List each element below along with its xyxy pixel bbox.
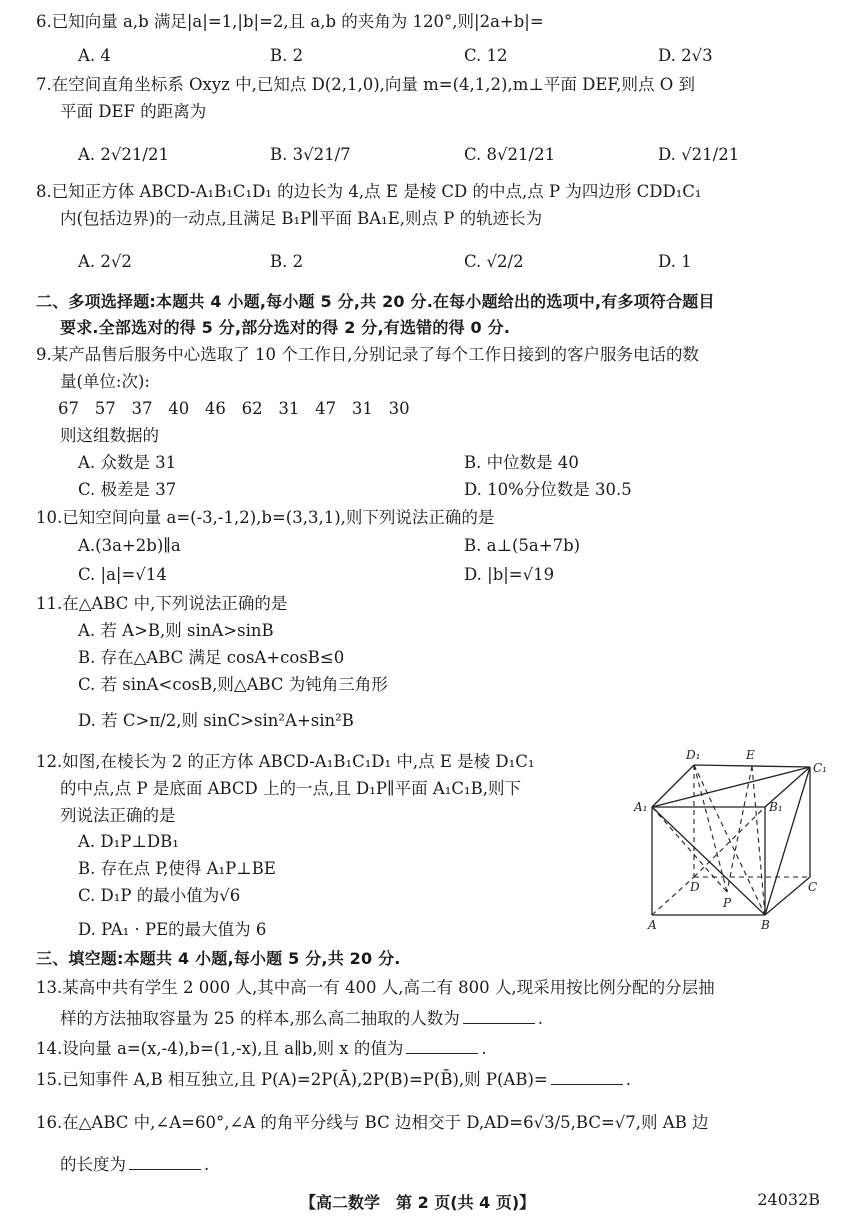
q6-option-b: B. 2 xyxy=(270,46,304,65)
section-multi-choice-line2: 要求.全部选对的得 5 分,部分选对的得 2 分,有选错的得 0 分. xyxy=(60,318,511,337)
hidden-d-b1 xyxy=(694,807,765,877)
q14-line xyxy=(36,1037,487,1061)
q10-stem: 10.已知空间向量 a=(-3,-1,2),b=(3,3,1),则下列说法正确的是 xyxy=(36,508,495,527)
footer-code: 24032B xyxy=(757,1190,820,1209)
q11-option-a: A. 若 A>B,则 sinA>sinB xyxy=(78,621,274,640)
label-b: B xyxy=(761,918,770,932)
q8-option-d: D. 1 xyxy=(658,252,692,271)
footer-page-info: 【高二数学 第 2 页(共 4 页)】 xyxy=(300,1193,536,1212)
q9-option-d: D. 10%分位数是 30.5 xyxy=(464,480,632,499)
label-c1: C₁ xyxy=(813,761,827,775)
q7-option-d: D. √21/21 xyxy=(658,145,740,164)
q13-stem-line1: 13.某高中共有学生 2 000 人,其中高一有 400 人,高二有 800 人,现采用按比例分配的分层抽 xyxy=(36,978,715,997)
q11-stem: 11.在△ABC 中,下列说法正确的是 xyxy=(36,594,288,613)
q12-stem-line3: 列说法正确的是 xyxy=(60,806,176,825)
q8-stem-line1: 8.已知正方体 ABCD-A₁B₁C₁D₁ 的边长为 4,点 E 是棱 CD 的中点,点 P 为四边形 CDD₁C₁ xyxy=(36,182,702,201)
label-e: E xyxy=(746,748,755,762)
q8-option-b: B. 2 xyxy=(270,252,304,271)
q11-option-d: D. 若 C>π/2,则 sinC>sin²A+sin²B xyxy=(78,711,354,730)
q6-option-c: C. 12 xyxy=(464,46,508,65)
q12-stem-line1: 12.如图,在棱长为 2 的正方体 ABCD-A₁B₁C₁D₁ 中,点 E 是棱 D₁C₁ xyxy=(36,752,535,771)
q16-stem-line1: 16.在△ABC 中,∠A=60°,∠A 的角平分线与 BC 边相交于 D,AD=6√3/5,BC=√7,则 AB 边 xyxy=(36,1113,709,1132)
q9-option-a: A. 众数是 31 xyxy=(78,453,177,472)
q12-option-b: B. 存在点 P,使得 A₁P⊥BE xyxy=(78,859,276,878)
q8-option-c: C. √2/2 xyxy=(464,252,524,271)
q15-answer-blank[interactable] xyxy=(551,1070,623,1085)
q12-option-d: D. PA₁ · PE的最大值为 6 xyxy=(78,920,267,939)
q7-option-b: B. 3√21/7 xyxy=(270,145,351,164)
q13-line2 xyxy=(60,1007,543,1031)
q15-stem: 15.已知事件 A,B 相互独立,且 P(A)=2P(Ā),2P(B)=P(B̄),则 P(AB)= xyxy=(36,1070,548,1089)
q9-option-c: C. 极差是 37 xyxy=(78,480,177,499)
q16-stem-line2: 的长度为 xyxy=(60,1155,126,1174)
hidden-e-b xyxy=(752,766,765,915)
q14-end: . xyxy=(481,1039,487,1058)
label-d: D xyxy=(690,880,700,894)
q9-data-row: 67 57 37 40 46 62 31 47 31 30 xyxy=(58,399,410,418)
q16-end: . xyxy=(204,1155,210,1174)
diag-c1-b xyxy=(765,767,810,915)
hidden-edge-a-d xyxy=(652,877,694,915)
q10-option-a: A.(3a+2b)∥a xyxy=(78,536,181,555)
q14-answer-blank[interactable] xyxy=(406,1039,478,1054)
edge-b-c xyxy=(765,877,810,915)
q16-answer-blank[interactable] xyxy=(129,1155,201,1170)
q16-line2 xyxy=(60,1153,209,1177)
diag-a1-c1 xyxy=(652,767,810,807)
q6-option-d: D. 2√3 xyxy=(658,46,713,65)
q9-stem-line2: 量(单位:次): xyxy=(60,372,150,391)
q7-stem-line1: 7.在空间直角坐标系 Oxyz 中,已知点 D(2,1,0),向量 m=(4,1,2),m⊥平面 DEF,则点 O 到 xyxy=(36,75,696,94)
q12-option-c: C. D₁P 的最小值为√6 xyxy=(78,886,241,905)
q8-option-a: A. 2√2 xyxy=(78,252,132,271)
q11-option-c: C. 若 sinA<cosB,则△ABC 为钝角三角形 xyxy=(78,675,388,694)
page-footer xyxy=(0,1190,860,1214)
q13-end: . xyxy=(537,1009,543,1028)
q15-line xyxy=(36,1068,631,1092)
q7-stem-line2: 平面 DEF 的距离为 xyxy=(60,102,207,121)
q14-stem: 14.设向量 a=(x,-4),b=(1,-x),且 a∥b,则 x 的值为 xyxy=(36,1039,404,1058)
q12-option-a: A. D₁P⊥DB₁ xyxy=(78,832,179,851)
q6-option-a: A. 4 xyxy=(78,46,111,65)
section-multi-choice-line1: 二、多项选择题:本题共 4 小题,每小题 5 分,共 20 分.在每小题给出的选项中,有多项符合题目 xyxy=(36,292,715,311)
q10-option-b: B. a⊥(5a+7b) xyxy=(464,536,581,555)
section-fill-in: 三、填空题:本题共 4 小题,每小题 5 分,共 20 分. xyxy=(36,949,401,968)
label-a: A xyxy=(648,918,657,932)
label-p: P xyxy=(723,896,732,910)
q11-option-b: B. 存在△ABC 满足 cosA+cosB≤0 xyxy=(78,648,345,667)
q6-stem: 6.已知向量 a,b 满足|a|=1,|b|=2,且 a,b 的夹角为 120°,则|2a+b|= xyxy=(36,12,544,31)
cube-figure xyxy=(630,745,830,935)
label-d1: D₁ xyxy=(686,748,701,762)
edge-a1-d1 xyxy=(652,765,694,807)
q13-stem-line2: 样的方法抽取容量为 25 的样本,那么高二抽取的人数为 xyxy=(60,1009,460,1028)
q10-option-d: D. |b|=√19 xyxy=(464,565,555,584)
q12-stem-line2: 的中点,点 P 是底面 ABCD 上的一点,且 D₁P∥平面 A₁C₁B,则下 xyxy=(60,779,521,798)
q9-stem-line1: 9.某产品售后服务中心选取了 10 个工作日,分别记录了每个工作日接到的客户服务电话的数 xyxy=(36,345,699,364)
q9-stem-line3: 则这组数据的 xyxy=(60,426,159,445)
hidden-d1-p xyxy=(694,765,727,892)
q9-option-b: B. 中位数是 40 xyxy=(464,453,579,472)
q15-end: . xyxy=(625,1070,631,1089)
q7-option-a: A. 2√21/21 xyxy=(78,145,169,164)
label-c: C xyxy=(808,880,818,894)
label-b1: B₁ xyxy=(769,800,783,814)
q13-answer-blank[interactable] xyxy=(463,1009,535,1024)
q7-option-c: C. 8√21/21 xyxy=(464,145,556,164)
q10-option-c: C. |a|=√14 xyxy=(78,565,167,584)
label-a1: A₁ xyxy=(634,800,648,814)
q8-stem-line2: 内(包括边界)的一动点,且满足 B₁P∥平面 BA₁E,则点 P 的轨迹长为 xyxy=(60,209,543,228)
